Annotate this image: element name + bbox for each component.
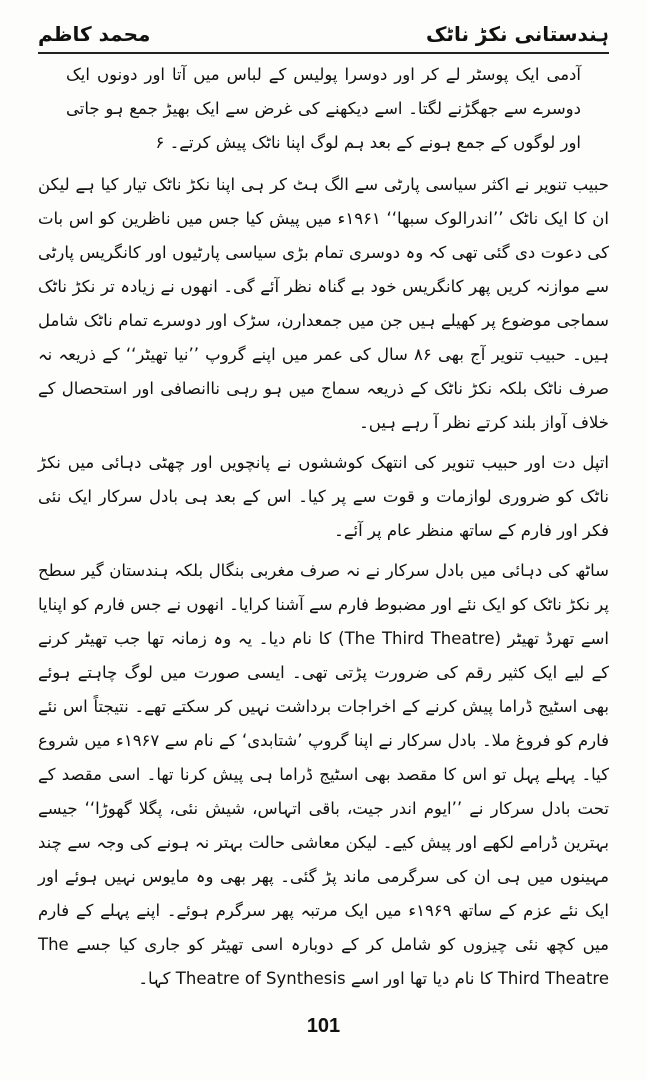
paragraph-3: ساٹھ کی دہائی میں بادل سرکار نے نہ صرف مغربی بنگال بلکہ ہندستان گیر سطح پر نکڑ ناٹک کو ایک نئے اور مضبوط فارم سے آشنا کرایا۔ انھوں نے جس فارم کو اپنایا اسے تھرڈ تھیٹر (The Third Theatre) کا نام دیا۔ یہ وہ زمانہ تھا جب تھیٹر کرنے کے لیے ایک کثیر رقم کی ضرورت پڑتی تھی۔ ایسی صورت میں لوگ چاہتے ہوئے بھی اسٹیج ڈراما پیش کرنے کے اخراجات برداشت نہیں کر سکتے تھے۔ نتیجتاً اس نئے فارم کو فروغ ملا۔ بادل سرکار نے اپنا گروپ ’شتابدی‘ کے نام سے ۱۹۶۷ء میں شروع کیا۔ پہلے پہل تو اس کا مقصد بھی اسٹیج ڈراما ہی پیش کرنا تھا۔ اسی مقصد کے تحت بادل سرکار نے ’’ایوم اندر جیت، باقی اتہاس، شیش نئی، پگلا گھوڑا‘‘ جیسے بہترین ڈرامے لکھے اور پیش کیے۔ لیکن معاشی حالت بہتر نہ ہونے کی وجہ سے چند مہینوں میں ہی ان کی سرگرمی ماند پڑ گئی۔ پھر بھی وہ مایوس نہیں ہوئے اور ایک نئے عزم کے ساتھ ۱۹۶۹ء میں ایک مرتبہ پھر سرگرم ہوئے۔ اپنے پہلے کے فارم میں کچھ نئی چیزوں کو شامل کر کے دوبارہ اسی تھیٹر کو جاری کیا جسے The Third Theatre کا نام دیا تھا اور اسے Theatre of Synthesis کہا۔ (38, 561, 609, 988)
paragraph-1: حبیب تنویر نے اکثر سیاسی پارٹی سے الگ ہٹ کر ہی اپنا نکڑ ناٹک تیار کیا ہے لیکن ان کا ایک ناٹک ’’اندرالوک سبھا‘‘ ۱۹۶۱ء میں پیش کیا جس میں ناظرین کو اس بات کی دعوت دی گئی تھی کہ وہ دوسری تمام بڑی سیاسی پارٹیوں اور کانگریس پارٹی سے موازنہ کریں پھر کانگریس خود بے گناہ نظر آئے گی۔ انھوں نے زیادہ تر نکڑ ناٹک سماجی موضوع پر کھیلے ہیں جن میں جمعدارن، سڑک اور دوسرے تمام ناٹک شامل ہیں۔ حبیب تنویر آج بھی ۸۶ سال کی عمر میں اپنے گروپ ’’نیا تھیٹر‘‘ کے ذریعہ نہ صرف ناٹک بلکہ نکڑ ناٹک کے ذریعہ سماج میں ہو رہی ناانصافی اور استحصال کے خلاف آواز بلند کرتے نظر آ رہے ہیں۔ (38, 175, 610, 432)
book-title: ہندستانی نکڑ ناٹک (425, 22, 609, 46)
page-number: 101 (306, 1015, 341, 1037)
page-body (38, 58, 609, 1002)
running-header (38, 12, 609, 54)
paragraph-2: اتپل دت اور حبیب تنویر کی انتھک کوششوں نے پانچویں اور چھٹی دہائی میں نکڑ ناٹک کو ضروری لوازمات و قوت سے پر کیا۔ اس کے بعد ہی بادل سرکار ایک نئی فکر اور فارم کے ساتھ منظر عام پر آئے۔ (38, 453, 609, 540)
author-name: محمد کاظم (38, 22, 151, 46)
block-quote: آدمی ایک پوسٹر لے کر اور دوسرا پولیس کے لباس میں آتا اور دونوں ایک دوسرے سے جھگڑنے لگتا۔ اسے دیکھنے کی غرض سے ایک بھیڑ جمع ہو جاتی اور لوگوں کے جمع ہونے کے بعد ہم لوگ اپنا ناٹک پیش کرتے۔ ۶ (66, 65, 581, 152)
